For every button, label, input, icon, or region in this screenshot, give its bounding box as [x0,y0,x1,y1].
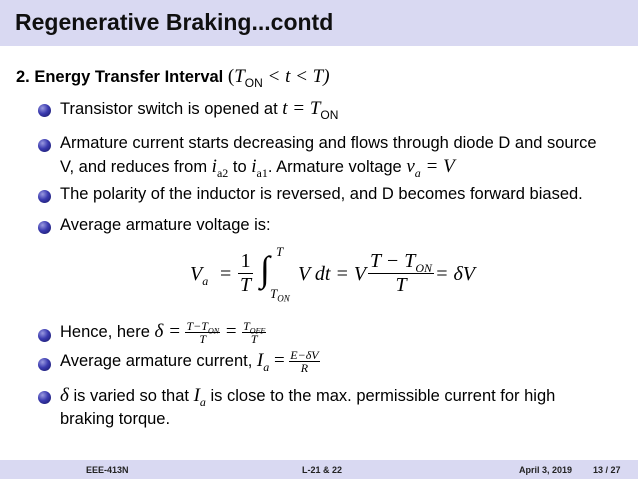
fraction-delta: $T-T_{ON}$ T [186,319,220,347]
bullet-marker [38,358,51,371]
footer-lecture: L-21 & 22 [302,465,343,475]
footer-date: April 3, 2019 [519,465,573,475]
bullet-marker [38,391,51,404]
bullet-2: Armature current starts decreasing and flows through diode D and source V, and reduces from $i_{a2}$ to $i_{a1}$. Armature voltage $v_a = V$ [60,134,597,180]
bullet-1: Transistor switch is opened at $t = T_{ON}$ [60,98,339,122]
section-interval: $(T_{ON} < t < T)$ [227,66,330,90]
bullet-marker [38,139,51,152]
fraction-one-over-t: $\frac{1}{T}$ [240,250,252,296]
footer-page-number: 13 / 27 [593,465,621,475]
bullet-6: Average armature current, $I_a$ = $\frac{E-\delta V}{R}$ [60,348,319,376]
bullet-7: δ is varied so that $I_a$ is close to the max. permissible current for high braking torque. [60,385,556,428]
integral-sign: ∫ [260,249,270,289]
title-bar [0,0,638,46]
bullet-marker [38,329,51,342]
footer-bar [0,460,638,479]
bullet-marker [38,190,51,203]
bullet-3: The polarity of the inductor is reversed, and D becomes forward biased. [60,185,583,203]
bullet-marker [38,221,51,234]
section-heading [16,66,330,88]
fraction-toff: $T_{OFF}$ T [243,319,266,347]
math-t-ton: $t = T_{ON}$ [282,98,339,122]
bullet-5: Hence, here δ = $T-T_{ON}$ T = $T_{OFF}$ T [60,319,266,347]
slide-title: Regenerative Braking...contd [15,9,334,35]
section-label: 2. Energy Transfer Interval [16,68,224,86]
fraction-current: $\frac{E-\delta V}{R}$ [290,348,319,376]
footer-course: EEE-413N [86,465,129,475]
fraction-t-minus-ton: $T - T_{ON}$ T [370,250,433,296]
bullet-4: Average armature voltage is: [60,216,271,234]
bullet-marker [38,104,51,117]
display-equation: $V_a$ = $\frac{1}{T}$ ∫ T $T_{ON}$ V dt = V $T - T_{ON}$ T = δV [190,244,476,304]
